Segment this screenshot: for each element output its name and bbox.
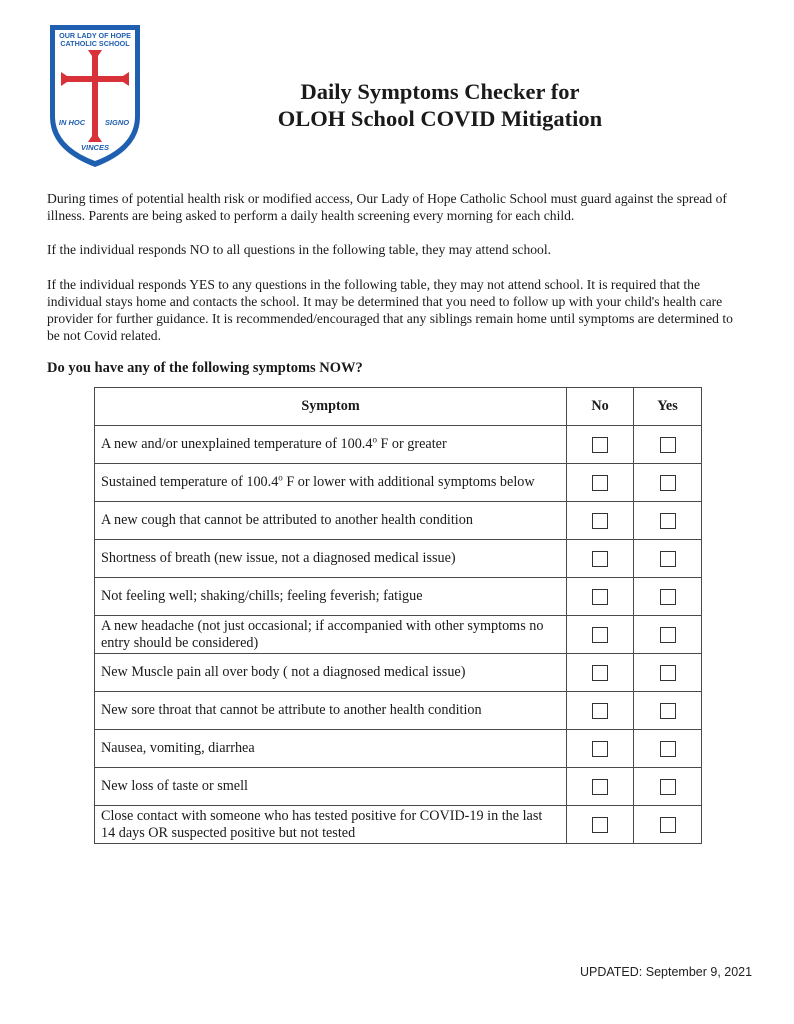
table-header-row — [95, 388, 702, 426]
header-symptom: Symptom — [95, 388, 567, 426]
symptom-cell: New Muscle pain all over body ( not a diagnosed medical issue) — [95, 654, 567, 692]
table-row — [95, 502, 702, 540]
no-checkbox[interactable] — [592, 779, 608, 795]
answer-no-cell — [567, 616, 634, 654]
school-crest-logo — [47, 22, 143, 170]
symptom-cell: Shortness of breath (new issue, not a diagnosed medical issue) — [95, 540, 567, 578]
answer-yes-cell — [634, 654, 702, 692]
yes-checkbox[interactable] — [660, 513, 676, 529]
answer-yes-cell — [634, 692, 702, 730]
yes-checkbox[interactable] — [660, 741, 676, 757]
symptom-text-part: A new and/or unexplained temperature of 100.4 — [101, 436, 373, 452]
title-line-2: OLOH School COVID Mitigation — [277, 106, 603, 131]
title-line-1: Daily Symptoms Checker for — [300, 79, 580, 104]
yes-checkbox[interactable] — [660, 627, 676, 643]
symptom-cell: New sore throat that cannot be attribute to another health condition — [95, 692, 567, 730]
document-title — [220, 78, 660, 132]
yes-checkbox[interactable] — [660, 589, 676, 605]
no-checkbox[interactable] — [592, 589, 608, 605]
no-checkbox[interactable] — [592, 513, 608, 529]
table-row — [95, 578, 702, 616]
answer-no-cell — [567, 502, 634, 540]
answer-no-cell — [567, 464, 634, 502]
crest-line-1: OUR LADY OF HOPE — [59, 31, 131, 40]
header-yes: Yes — [634, 388, 702, 426]
crest-motto-bottom: VINCES — [81, 143, 109, 152]
no-checkbox[interactable] — [592, 551, 608, 567]
answer-no-cell — [567, 540, 634, 578]
no-checkbox[interactable] — [592, 627, 608, 643]
symptom-cell: Not feeling well; shaking/chills; feeling feverish; fatigue — [95, 578, 567, 616]
symptom-text-part: Sustained temperature of 100.4 — [101, 474, 279, 490]
answer-yes-cell — [634, 768, 702, 806]
symptom-cell: Nausea, vomiting, diarrhea — [95, 730, 567, 768]
answer-no-cell — [567, 578, 634, 616]
answer-yes-cell — [634, 616, 702, 654]
degree-superscript: o — [278, 472, 283, 483]
intro-paragraph-2: If the individual responds NO to all questions in the following table, they may attend school. — [47, 242, 552, 257]
answer-no-cell — [567, 654, 634, 692]
updated-date: UPDATED: September 9, 2021 — [580, 965, 753, 979]
yes-checkbox[interactable] — [660, 437, 676, 453]
symptom-cell: New loss of taste or smell — [95, 768, 567, 806]
intro-paragraph-3: If the individual responds YES to any questions in the following table, they may not attend school. It is required that the individual stays home and contacts the school. It may be determined that you need to follow up with your child's health care provider for further guidance. It is recommended/encouraged that any siblings remain home until symptoms are determined to be not Covid related. — [47, 277, 733, 343]
table-row — [95, 730, 702, 768]
table-row — [95, 768, 702, 806]
intro-paragraph-1: During times of potential health risk or modified access, Our Lady of Hope Catholic School must guard against the spread of illness. Parents are being asked to perform a daily health screening every morning for each child. — [47, 191, 727, 223]
answer-no-cell — [567, 806, 634, 844]
no-checkbox[interactable] — [592, 437, 608, 453]
answer-no-cell — [567, 730, 634, 768]
table-row — [95, 654, 702, 692]
symptoms-table — [94, 387, 702, 844]
yes-checkbox[interactable] — [660, 665, 676, 681]
answer-no-cell — [567, 426, 634, 464]
answer-yes-cell — [634, 540, 702, 578]
symptoms-question: Do you have any of the following symptoms NOW? — [47, 360, 363, 376]
degree-superscript: o — [372, 434, 377, 445]
no-checkbox[interactable] — [592, 665, 608, 681]
answer-yes-cell — [634, 464, 702, 502]
symptom-cell: A new headache (not just occasional; if accompanied with other symptoms no entry should be considered) — [95, 616, 567, 654]
answer-yes-cell — [634, 806, 702, 844]
answer-no-cell — [567, 692, 634, 730]
table-row — [95, 616, 702, 654]
no-checkbox[interactable] — [592, 703, 608, 719]
table-row — [95, 426, 702, 464]
table-row — [95, 464, 702, 502]
symptom-cell — [95, 464, 567, 502]
table-row — [95, 692, 702, 730]
answer-yes-cell — [634, 502, 702, 540]
header-no: No — [567, 388, 634, 426]
symptom-cell: Close contact with someone who has tested positive for COVID-19 in the last 14 days OR suspected positive but not tested — [95, 806, 567, 844]
yes-checkbox[interactable] — [660, 703, 676, 719]
yes-checkbox[interactable] — [660, 475, 676, 491]
yes-checkbox[interactable] — [660, 551, 676, 567]
no-checkbox[interactable] — [592, 817, 608, 833]
crest-motto-left: IN HOC — [58, 118, 86, 127]
answer-yes-cell — [634, 730, 702, 768]
symptom-text-part: F or greater — [376, 436, 447, 452]
symptom-cell: A new cough that cannot be attributed to another health condition — [95, 502, 567, 540]
yes-checkbox[interactable] — [660, 817, 676, 833]
symptom-cell — [95, 426, 567, 464]
symptom-text-part: F or lower with additional symptoms below — [282, 474, 535, 490]
crest-motto-right: SIGNO — [104, 118, 130, 127]
answer-no-cell — [567, 768, 634, 806]
yes-checkbox[interactable] — [660, 779, 676, 795]
no-checkbox[interactable] — [592, 741, 608, 757]
table-row — [95, 540, 702, 578]
answer-yes-cell — [634, 426, 702, 464]
answer-yes-cell — [634, 578, 702, 616]
crest-line-2: CATHOLIC SCHOOL — [60, 39, 130, 48]
no-checkbox[interactable] — [592, 475, 608, 491]
table-row — [95, 806, 702, 844]
